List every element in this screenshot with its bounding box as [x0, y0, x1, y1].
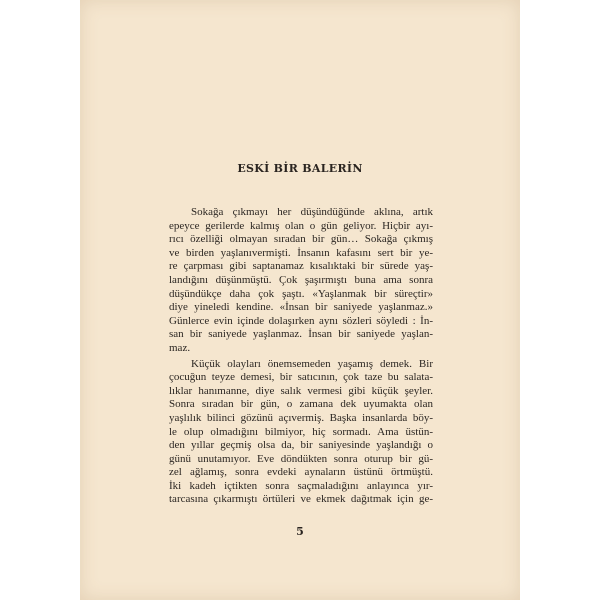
- page-number: 5: [296, 525, 304, 538]
- paragraph-1: [169, 206, 433, 356]
- text-line: çocuğun teyze demesi, bir satıcının, çok taze bu salata-: [169, 371, 433, 384]
- text-line: zel ağlamış, sonra evdeki aynaların üstünü örtmüştü.: [169, 466, 433, 479]
- text-line: düşündükçe daha çok şaştı. «Yaşlanmak bir süreçtir»: [169, 287, 433, 300]
- book-page: [80, 0, 520, 600]
- text-line: İki kadeh içtikten sonra saçmaladığını anlayınca yır-: [169, 479, 433, 492]
- text-line: den yıllar geçmiş olsa da, bir saniyesinde yaşlandığı o: [169, 439, 433, 452]
- text-line: landığını düşünmüştü. Çok şaşırmıştı buna ama sonra: [169, 273, 433, 286]
- body-text: [169, 206, 433, 507]
- text-line: rıcı özelliği olmayan sıradan bir gün… Sokağa çıkmış: [169, 233, 433, 246]
- text-line: günü unutamıyor. Eve döndükten sonra oturup bir gü-: [169, 452, 433, 465]
- text-line: lıklar hanımanne, diye salık vermesi gibi küçük şeyler.: [169, 384, 433, 397]
- text-line: yaşlılık bilinci gözünü açıvermiş. Başka insanlarda böy-: [169, 411, 433, 424]
- paragraph-2: [169, 358, 433, 508]
- text-line: maz.: [169, 341, 191, 354]
- text-line: tarcasına çıkarmıştı örtüleri ve ekmek dağıtmak için ge-: [169, 493, 433, 506]
- text-line: Küçük olayları önemsemeden yaşamış demek. Bir: [191, 357, 433, 370]
- text-line: Sonra sıradan bir gün, o zamana dek uyumakta olan: [169, 398, 433, 411]
- text-line: Günlerce evin içinde dolaşırken aynı sözleri söyledi : İn-: [169, 314, 433, 327]
- chapter-title: ESKİ BİR BALERİN: [237, 162, 363, 175]
- text-line: epeyce gerilerde kalmış olan o gün geliyor. Hiçbir ayı-: [169, 219, 433, 232]
- text-line: re çarpması gibi saptanamaz kısalıktaki bir sürede yaş-: [169, 260, 433, 273]
- text-line: le olup olmadığını bilmiyor, hiç sormadı. Ama üstün-: [169, 425, 433, 438]
- text-line: diye yineledi kendine. «İnsan bir saniyede yaşlanmaz.»: [169, 301, 433, 314]
- text-line: ve birden yaşlanıvermişti. İnsanın kafasını sert bir ye-: [169, 246, 433, 259]
- text-line: san bir saniyede yaşlanmaz. İnsan bir saniyede yaşlan-: [169, 328, 433, 341]
- text-line: Sokağa çıkmayı her düşündüğünde aklına, artık: [191, 206, 433, 218]
